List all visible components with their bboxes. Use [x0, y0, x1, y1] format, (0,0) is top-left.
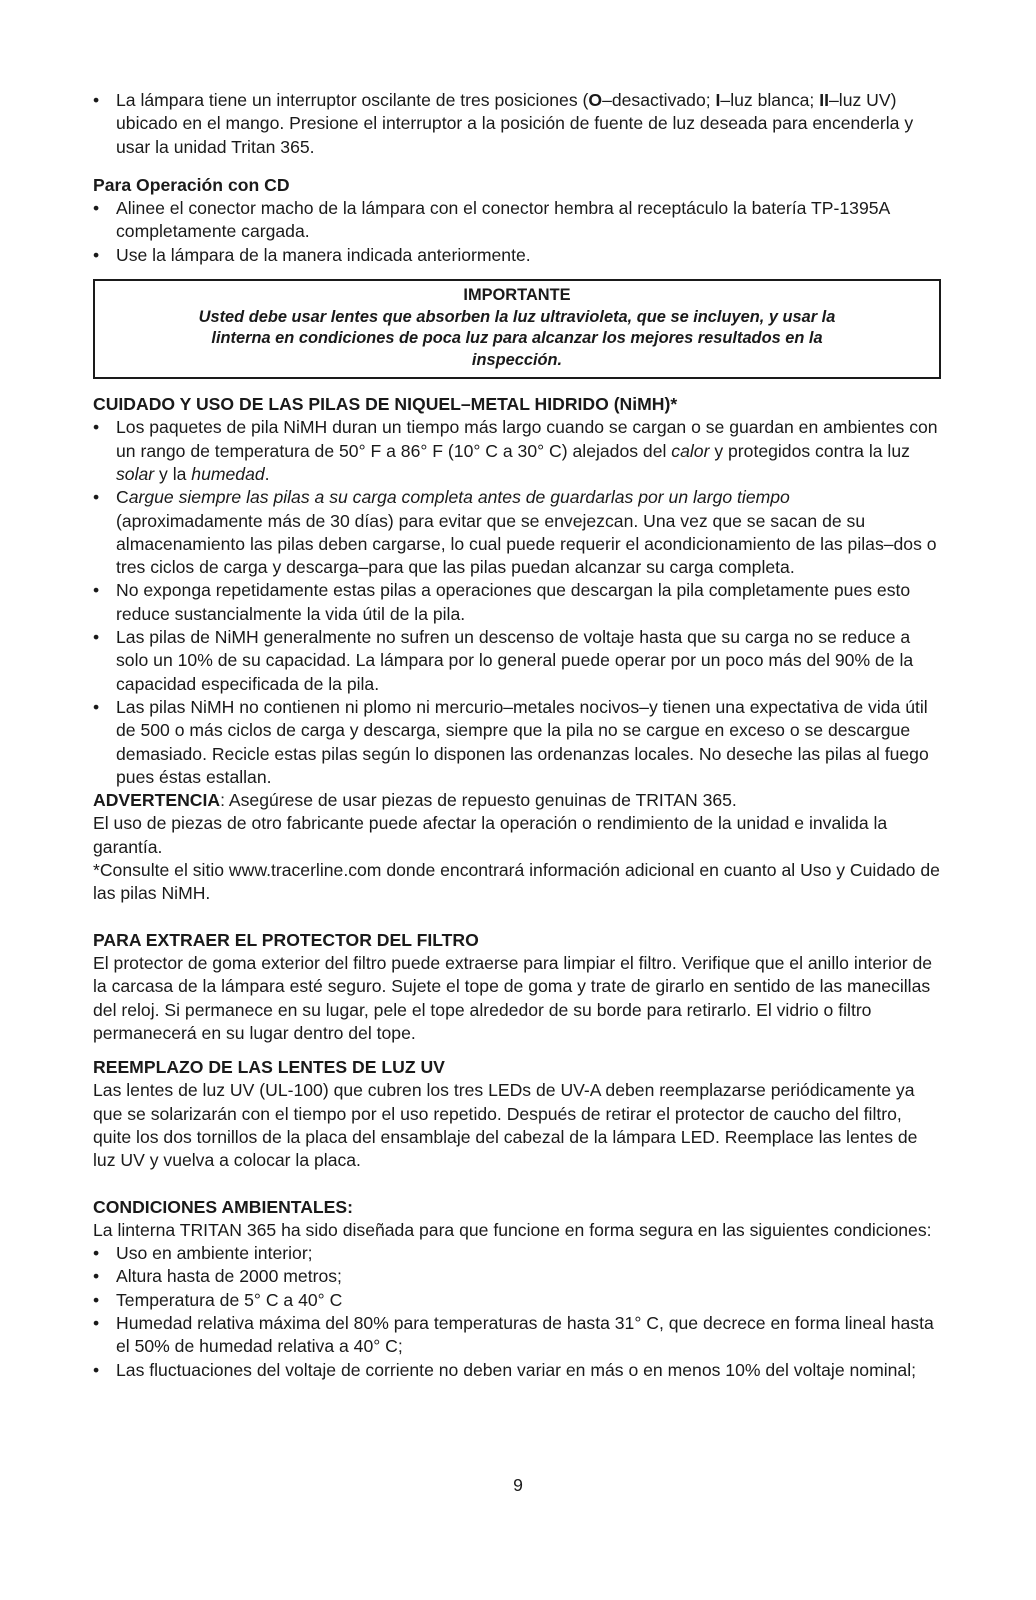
nimh-bullet-3: • No exponga repetidamente estas pilas a operaciones que descargan la pila completamente pues esto reduce sustancialmente la vida útil de la pila.	[93, 579, 941, 626]
text: y protegidos contra la luz	[709, 440, 910, 461]
nimh-bullet-2	[93, 486, 941, 579]
important-title: IMPORTANTE	[463, 286, 571, 305]
text: (aproximadamente más de 30 días) para evitar que se envejezcan. Una vez que se sacan de su almacenamiento las pilas deben cargarse, lo cual puede requerir el acondicionamiento de las pilas–dos o tres ciclos de carga y descarga–para que las pilas puedan alcanzar su carga completa.	[116, 510, 937, 578]
footnote: *Consulte el sitio www.tracerline.com donde encontrará información adicional en cuanto al Uso y Cuidado de las pilas NiMH.	[93, 860, 940, 904]
text: La lámpara tiene un interruptor oscilante de tres posiciones (	[116, 90, 589, 110]
nimh-bullet-5: • Las pilas NiMH no contienen ni plomo ni mercurio–metales nocivos–y tienen una expectativa de vida útil de 500 o más ciclos de carga y descarga, siempre que la pila no se cargue en exceso o se descargue demasiado. Recicle estas pilas según lo disponen las ordenanzas locales. No deseche las pilas al fuego pues éstas estallan.	[93, 696, 941, 789]
text: : Asegúrese de usar piezas de repuesto genuinas de TRITAN 365.	[220, 790, 737, 811]
env-item: • Temperatura de 5° C a 40° C	[93, 1289, 941, 1312]
warning-label: ADVERTENCIA	[93, 790, 221, 811]
page-content	[93, 89, 941, 1382]
text: .	[264, 463, 270, 484]
dc-heading: Para Operación con CD	[93, 174, 290, 195]
warning-paragraph	[93, 789, 941, 812]
important-box	[93, 279, 941, 379]
text: Los paquetes de pila NiMH duran un tiempo más largo cuando se cargan o se guardan en ambientes con un rango de temperatura de 50° F a 86° F (10° C a 30° C) alejados del	[116, 417, 938, 461]
nimh-heading: CUIDADO Y USO DE LAS PILAS DE NIQUEL–METAL HIDRIDO (NiMH)*	[93, 394, 678, 415]
env-heading: CONDICIONES AMBIENTALES:	[93, 1196, 353, 1217]
text: C	[116, 487, 129, 508]
text: argue siempre las pilas a su carga completa antes de guardarlas por un largo tiempo	[128, 487, 790, 508]
env-item: • Altura hasta de 2000 metros;	[93, 1265, 941, 1288]
text: –desactivado;	[602, 90, 716, 110]
text: O	[588, 90, 603, 110]
filter-body: El protector de goma exterior del filtro puede extraerse para limpiar el filtro. Verifique que el anillo interior de la carcasa de la lámpara esté seguro. Sujete el tope de goma y trate de girarlo en sentido de las manecillas del reloj. Si permanece en su lugar, pele el tope alrededor de su borde para retirarlo. El vidrio o filtro permanecerá en su lugar dentro del tope.	[93, 952, 933, 1043]
text: humedad	[191, 463, 265, 484]
text: y la	[154, 463, 192, 484]
filter-heading: PARA EXTRAER EL PROTECTOR DEL FILTRO	[93, 929, 479, 950]
env-intro: La linterna TRITAN 365 ha sido diseñada para que funcione en forma segura en las siguientes condiciones:	[93, 1219, 932, 1240]
lens-heading: REEMPLAZO DE LAS LENTES DE LUZ UV	[93, 1057, 445, 1078]
text: –luz UV) ubicado en el mango. Presione el interruptor a la posición de fuente de luz deseada para encenderla y usar la unidad Tritan 365.	[116, 90, 914, 157]
nimh-bullet-4: • Las pilas de NiMH generalmente no sufren un descenso de voltaje hasta que su carga no se reduce a solo un 10% de su capacidad. La lámpara por lo general puede operar por un poco más del 90% de la capacidad especificada de la pila.	[93, 626, 941, 696]
text: I	[715, 90, 721, 110]
warning-paragraph-2: El uso de piezas de otro fabricante puede afectar la operación o rendimiento de la unidad e invalida la garantía.	[93, 813, 888, 857]
switch-bullet	[93, 89, 941, 159]
env-item: • Uso en ambiente interior;	[93, 1242, 941, 1265]
important-body: Usted debe usar lentes que absorben la luz ultravioleta, que se incluyen, y usar la linterna en condiciones de poca luz para alcanzar los mejores resultados en la inspección.	[198, 307, 836, 369]
page-number: 9	[513, 1475, 523, 1495]
text: –luz blanca;	[720, 90, 820, 110]
env-item: • Humedad relativa máxima del 80% para temperaturas de hasta 31° C, que decrece en forma lineal hasta el 50% de humedad relativa a 40° C;	[93, 1312, 941, 1359]
text: calor	[671, 440, 710, 461]
text: II	[819, 90, 829, 110]
lens-body: Las lentes de luz UV (UL-100) que cubren los tres LEDs de UV-A deben reemplazarse periódicamente ya que se solarizarán con el tiempo por el uso repetido. Después de retirar el protector de caucho del filtro, quite los dos tornillos de la placa del ensamblaje del cabezal de la lámpara LED. Reemplace las lentes de luz UV y vuelva a colocar la placa.	[93, 1080, 918, 1171]
text: solar	[116, 463, 155, 484]
nimh-bullet-1	[93, 416, 941, 486]
env-item: • Las fluctuaciones del voltaje de corriente no deben variar en más o en menos 10% del voltaje nominal;	[93, 1359, 941, 1382]
dc-bullet-2: • Use la lámpara de la manera indicada anteriormente.	[93, 244, 941, 267]
dc-bullet-1: • Alinee el conector macho de la lámpara con el conector hembra al receptáculo la batería TP-1395A completamente cargada.	[93, 197, 941, 244]
